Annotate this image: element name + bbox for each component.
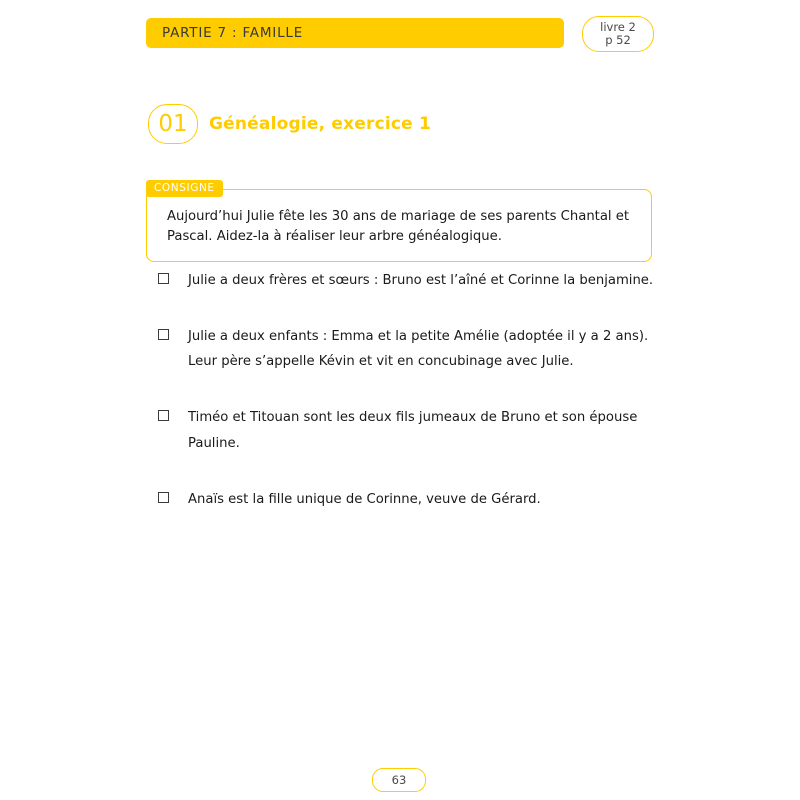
instruction-tag: CONSIGNE [146, 180, 223, 197]
list-item [146, 487, 666, 513]
checkbox-icon[interactable] [158, 410, 169, 421]
book-reference-badge [582, 16, 654, 52]
checkbox-cell [146, 324, 188, 340]
checkbox-icon[interactable] [158, 492, 169, 503]
checkbox-cell [146, 487, 188, 503]
list-item-text: Anaïs est la fille unique de Corinne, veuve de Gérard. [188, 491, 541, 507]
list-item [146, 324, 666, 375]
statement-list [146, 268, 666, 542]
instruction-text: Aujourd’hui Julie fête les 30 ans de mariage de ses parents Chantal et Pascal. Aidez-la à réaliser leur arbre généalogique. [167, 209, 630, 245]
list-item-text: Julie a deux enfants : Emma et la petite Amélie (adoptée il y a 2 ans). Leur père s’appelle Kévin et vit en concubinage avec Julie. [188, 328, 649, 370]
list-item [146, 268, 666, 294]
page-header [146, 18, 654, 48]
exercise-heading [148, 104, 431, 144]
checkbox-icon[interactable] [158, 273, 169, 284]
exercise-number-badge: 01 [148, 104, 198, 144]
checkbox-icon[interactable] [158, 329, 169, 340]
list-item [146, 405, 666, 456]
list-item-text: Julie a deux frères et sœurs : Bruno est l’aîné et Corinne la benjamine. [188, 273, 654, 288]
instruction-box [146, 189, 652, 262]
exercise-title: Généalogie, exercice 1 [209, 114, 432, 134]
checkbox-cell [146, 405, 188, 421]
list-item-text: Timéo et Titouan sont les deux fils jumeaux de Bruno et son épouse Pauline. [188, 410, 638, 451]
section-title: PARTIE 7 : FAMILLE [162, 25, 304, 41]
checkbox-cell [146, 268, 188, 284]
book-reference-line1: livre 2 [600, 19, 636, 34]
book-reference-line2: p 52 [605, 33, 631, 47]
page-number-badge: 63 [372, 768, 426, 792]
section-banner [146, 18, 564, 48]
